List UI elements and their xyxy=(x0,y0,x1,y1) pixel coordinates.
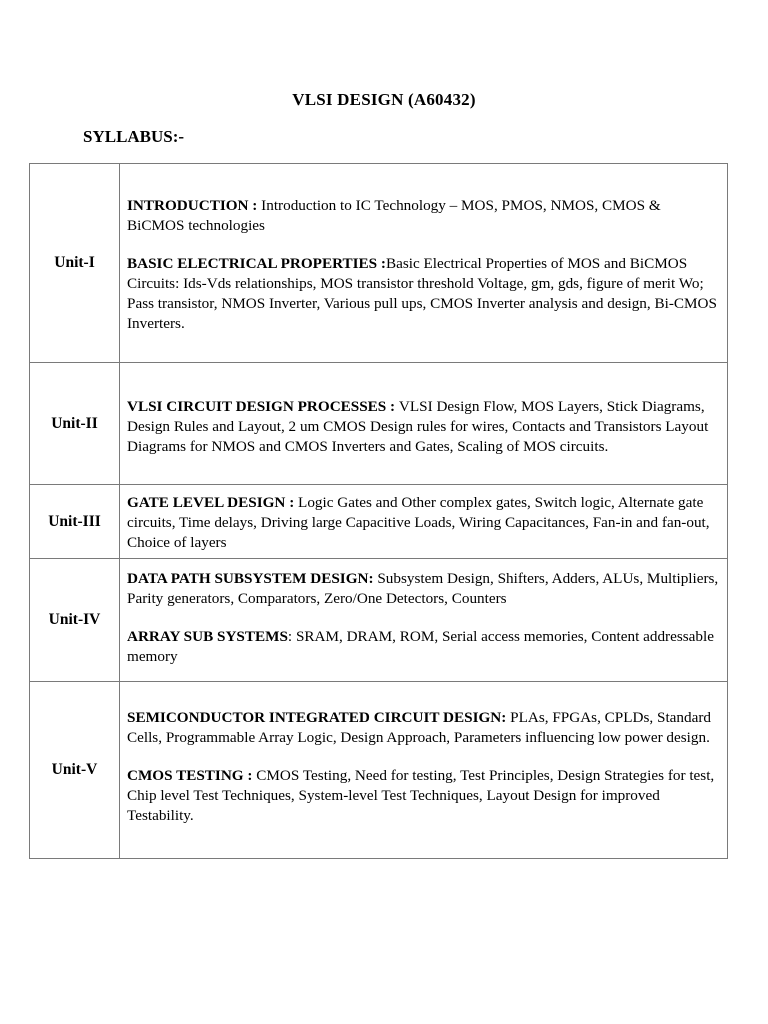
topic xyxy=(127,254,719,334)
syllabus-table xyxy=(29,163,728,859)
unit-content xyxy=(120,682,728,859)
topic-text: VLSI Design Flow, MOS Layers, Stick Diagrams, Design Rules and Layout, 2 um CMOS Design rules for wires, Contacts and Transistors Layout Diagrams for NMOS and CMOS Inverters and Gates, Scaling of MOS circuits. xyxy=(127,397,709,455)
table-row xyxy=(30,559,728,682)
unit-label: Unit-III xyxy=(30,485,120,559)
topic-text: Subsystem Design, Shifters, Adders, ALUs, Multipliers, Parity generators, Comparators, Zero/One Detectors, Counters xyxy=(127,570,719,607)
topic-heading: ARRAY SUB SYSTEMS xyxy=(127,628,288,645)
unit-label: Unit-II xyxy=(30,363,120,485)
topic xyxy=(127,493,719,553)
topic-text: : SRAM, DRAM, ROM, Serial access memories, Content addressable memory xyxy=(127,628,714,665)
topic-text: PLAs, FPGAs, CPLDs, Standard Cells, Programmable Array Logic, Design Approach, Parameters influencing low power design. xyxy=(127,709,711,746)
table-row xyxy=(30,363,728,485)
topic-heading: VLSI CIRCUIT DESIGN PROCESSES : xyxy=(127,397,399,415)
table-row xyxy=(30,164,728,363)
topic-heading: GATE LEVEL DESIGN : xyxy=(127,493,299,511)
syllabus-heading: SYLLABUS:- xyxy=(83,127,185,146)
topic-heading: INTRODUCTION : xyxy=(127,197,262,214)
topic-heading: BASIC ELECTRICAL PROPERTIES : xyxy=(127,255,386,272)
topic xyxy=(127,627,719,667)
table-row xyxy=(30,682,728,859)
unit-label: Unit-I xyxy=(30,164,120,363)
topic xyxy=(127,196,719,236)
topic-text: Introduction to IC Technology – MOS, PMOS, NMOS, CMOS & BiCMOS technologies xyxy=(127,197,661,234)
unit-label: Unit-V xyxy=(30,682,120,859)
unit-content xyxy=(120,164,728,363)
topic-heading: SEMICONDUCTOR INTEGRATED CIRCUIT DESIGN: xyxy=(127,709,511,726)
topic-heading: CMOS TESTING : xyxy=(127,767,257,784)
topic xyxy=(127,397,719,457)
topic xyxy=(127,766,719,826)
unit-label: Unit-IV xyxy=(30,559,120,682)
topic-text: Basic Electrical Properties of MOS and BiCMOS Circuits: Ids-Vds relationships, MOS transistor threshold Voltage, gm, gds, figure of merit Wo; Pass transistor, NMOS Inverter, Various pull ups, CMOS Inverter analysis and design, Bi-CMOS Inverters. xyxy=(127,255,717,332)
unit-content xyxy=(120,363,728,485)
topic-heading: DATA PATH SUBSYSTEM DESIGN: xyxy=(127,570,378,587)
topic xyxy=(127,708,719,748)
unit-content xyxy=(120,559,728,682)
topic xyxy=(127,569,719,609)
document-title: VLSI DESIGN (A60432) xyxy=(292,90,476,109)
topic-text: CMOS Testing, Need for testing, Test Principles, Design Strategies for test, Chip level Test Techniques, System-level Test Techniques, Layout Design for improved Testability. xyxy=(127,767,715,824)
topic-text: Logic Gates and Other complex gates, Switch logic, Alternate gate circuits, Time delays, Driving large Capacitive Loads, Wiring Capacitances, Fan-in and fan-out, Choice of layers xyxy=(127,493,710,551)
unit-content xyxy=(120,485,728,559)
table-row xyxy=(30,485,728,559)
